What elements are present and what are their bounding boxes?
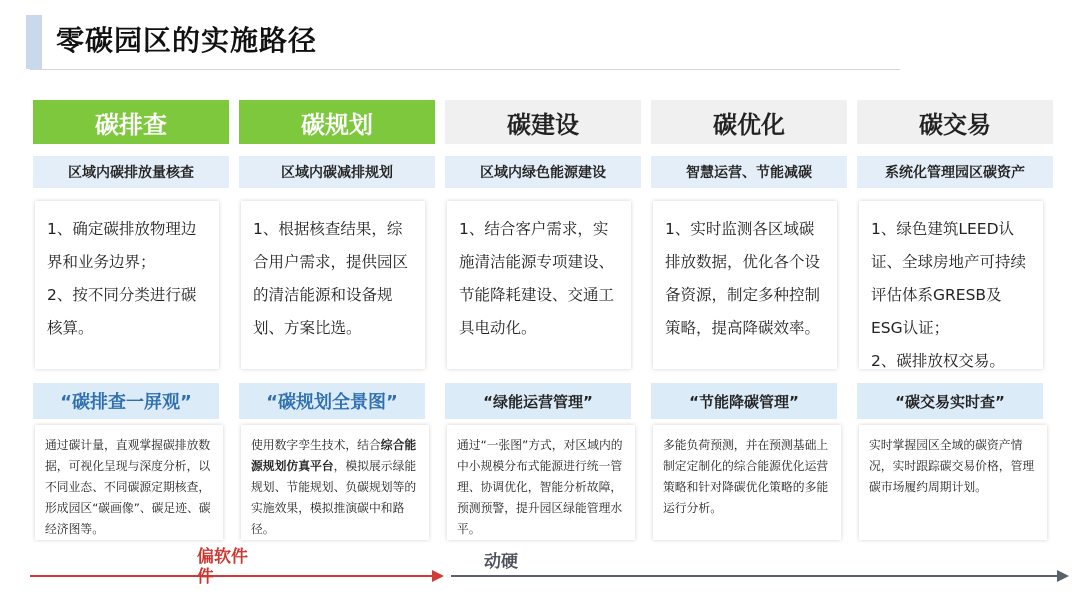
stage-header: 碳优化	[651, 100, 847, 144]
feature-highlight: “绿能运营管理”	[445, 383, 631, 419]
stage-description	[447, 201, 631, 369]
feature-detail	[35, 425, 223, 540]
stage-description	[653, 201, 837, 369]
feature-detail	[447, 425, 635, 540]
detail-text	[251, 435, 421, 540]
hardware-arrow-head	[1057, 570, 1069, 582]
description-line: 1、结合客户需求，实施清洁能源专项建设、节能降耗建设、交通工具电动化。	[459, 220, 615, 337]
feature-highlight: “碳规划全景图”	[239, 383, 425, 419]
stage-subtitle: 区域内碳排放量核查	[33, 156, 229, 188]
stage-column-3	[445, 100, 641, 542]
stage-description	[35, 201, 219, 369]
software-arrow-head	[432, 570, 444, 582]
detail-text-bold: 综合能源规划仿真平台	[251, 438, 417, 473]
stage-subtitle: 区域内绿色能源建设	[445, 156, 641, 188]
stage-column-4	[651, 100, 847, 542]
software-label: 偏软件件	[197, 547, 248, 587]
detail-text: 通过“一张图”方式，对区域内的中小规模分布式能源进行统一管理、协调优化，智能分析故障，预测预警，提升园区绿能管理水平。	[457, 438, 623, 536]
title-divider	[30, 69, 900, 70]
stage-column-2	[239, 100, 435, 542]
detail-text: 通过碳计量，直观掌握碳排放数据，可视化呈现与深度分析，以不同业态、不同碳源定期核查，形成园区“碳画像”、碳足迹、碳经济图等。	[45, 438, 211, 536]
stage-header: 碳规划	[239, 100, 435, 144]
stage-subtitle: 智慧运营、节能减碳	[651, 156, 847, 188]
feature-detail	[653, 425, 841, 540]
description-line: 1、确定碳排放物理边界和业务边界；	[47, 220, 197, 271]
stage-header: 碳排查	[33, 100, 229, 144]
description-line: 1、根据核查结果，综合用户需求，提供园区的清洁能源和设备规划、方案比选。	[253, 220, 409, 337]
stage-column-1	[33, 100, 229, 542]
stage-header: 碳建设	[445, 100, 641, 144]
description-line: 2、碳排放权交易。	[871, 352, 1005, 370]
stage-description	[241, 201, 425, 369]
feature-highlight: “节能降碳管理”	[651, 383, 837, 419]
feature-detail	[241, 425, 429, 540]
stage-description	[859, 201, 1043, 369]
stage-column-5	[857, 100, 1053, 542]
detail-text-pre: 使用数字孪生技术，结合	[251, 438, 381, 452]
description-line: 2、按不同分类进行碳核算。	[47, 286, 197, 337]
stage-subtitle: 系统化管理园区碳资产	[857, 156, 1053, 188]
hardware-arrow-line	[451, 575, 1059, 577]
detail-text-post: ，模拟展示绿能规划、节能规划、负碳规划等的实施效果，模拟推演碳中和路径。	[251, 459, 417, 536]
stage-header: 碳交易	[857, 100, 1053, 144]
page-title: 零碳园区的实施路径	[56, 24, 318, 57]
description-line: 1、实时监测各区域碳排放数据，优化各个设备资源，制定多种控制策略，提高降碳效率。	[665, 220, 821, 337]
detail-text: 实时掌握园区全域的碳资产情况，实时跟踪碳交易价格，管理碳市场履约周期计划。	[869, 438, 1035, 494]
title-accent-bar	[26, 15, 42, 69]
hardware-label: 动硬	[484, 552, 518, 572]
feature-highlight: “碳排查一屏观”	[33, 383, 219, 419]
stage-subtitle: 区域内碳减排规划	[239, 156, 435, 188]
description-line: 1、绿色建筑LEED认证、全球房地产可持续评估体系GRESB及ESG认证；	[871, 220, 1027, 337]
detail-text: 多能负荷预测，并在预测基础上制定定制化的综合能源优化运营策略和针对降碳优化策略的多能运行分析。	[663, 438, 829, 515]
feature-detail	[859, 425, 1047, 540]
feature-highlight: “碳交易实时查”	[857, 383, 1043, 419]
